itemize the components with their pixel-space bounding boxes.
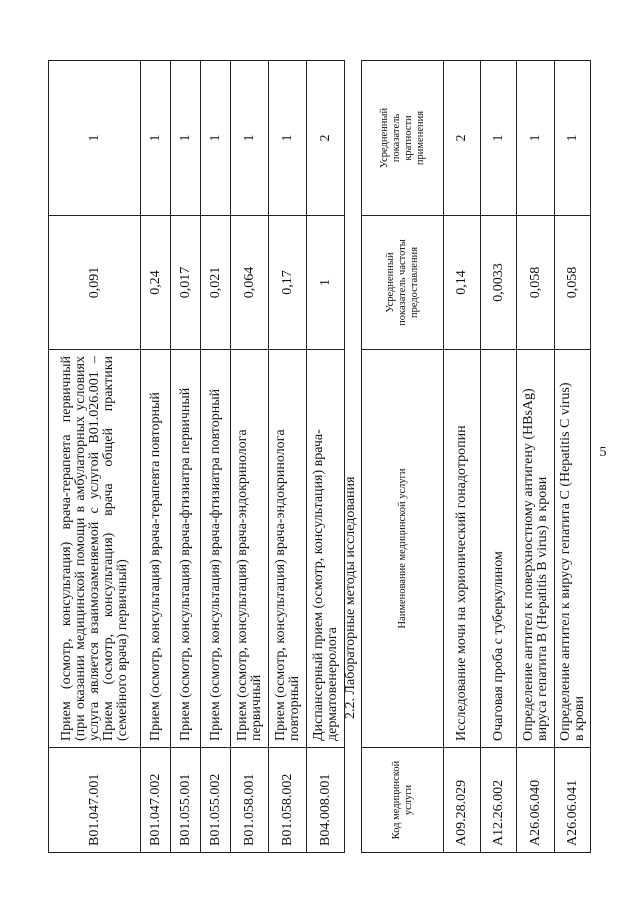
multiplicity-cell: 2 xyxy=(307,61,345,216)
service-name-cell xyxy=(201,350,231,748)
service-name-line: дерматовенеролога xyxy=(324,627,340,741)
service-name-line: Прием (осмотр, консультация) врача-фтизиатра повторный xyxy=(207,388,223,741)
service-name-cell xyxy=(49,350,141,748)
frequency-cell: 0,0033 xyxy=(481,216,517,350)
service-name-cell xyxy=(444,350,481,748)
page-number: 5 xyxy=(599,445,607,460)
table-row xyxy=(269,61,307,853)
frequency-cell: 0,091 xyxy=(49,216,141,350)
table-row xyxy=(481,61,517,853)
multiplicity-cell: 1 xyxy=(49,61,141,216)
service-code-cell: B01.055.002 xyxy=(201,748,231,853)
multiplicity-cell: 1 xyxy=(171,61,201,216)
frequency-cell: 0,017 xyxy=(171,216,201,350)
service-code-cell: B01.058.001 xyxy=(231,748,269,853)
consultations-table xyxy=(48,60,345,853)
service-name-line: в крови xyxy=(571,695,587,741)
lab-methods-table-body xyxy=(444,61,591,853)
multiplicity-cell: 1 xyxy=(481,61,517,216)
table-row xyxy=(49,61,141,853)
header-frequency-line: Усредненный xyxy=(384,252,396,313)
header-code-line: услуги xyxy=(402,784,414,816)
service-name-line: Исследование мочи на хорионический гонадотропин xyxy=(454,425,469,741)
service-name-line: первичный xyxy=(248,674,264,741)
frequency-cell: 0,064 xyxy=(231,216,269,350)
service-code-cell: B01.055.001 xyxy=(171,748,201,853)
service-name-line: (при оказании медицинской помощи в амбулаторных условиях xyxy=(72,356,88,741)
service-name-line: Диспансерный прием (осмотр, консультация) врача- xyxy=(310,429,326,741)
multiplicity-cell: 1 xyxy=(517,61,555,216)
header-frequency xyxy=(362,216,444,350)
service-name-cell xyxy=(481,350,517,748)
service-code-cell: A12.26.002 xyxy=(481,748,517,853)
service-code-cell: A09.28.029 xyxy=(444,748,481,853)
table-row xyxy=(517,61,555,853)
frequency-cell: 1 xyxy=(307,216,345,350)
multiplicity-cell: 1 xyxy=(555,61,591,216)
multiplicity-cell: 1 xyxy=(269,61,307,216)
header-name-line: Наименование медицинской услуги xyxy=(396,468,408,629)
header-name xyxy=(362,350,444,748)
service-name-line: Очаговая проба с туберкулином xyxy=(490,551,506,741)
frequency-cell: 0,058 xyxy=(517,216,555,350)
service-name-line: Определение антител к вирусу гепатита C (Hepatitis C virus) xyxy=(557,382,573,741)
multiplicity-cell: 1 xyxy=(201,61,231,216)
table-row xyxy=(141,61,171,853)
consultations-table-body xyxy=(49,61,345,853)
service-name-cell xyxy=(231,350,269,748)
lab-methods-table xyxy=(361,60,591,853)
service-name-line: вируса гепатита B (Hepatitis B virus) в крови xyxy=(534,476,550,741)
header-multiplicity xyxy=(362,61,444,216)
multiplicity-cell: 1 xyxy=(231,61,269,216)
table-row xyxy=(231,61,269,853)
service-name-cell xyxy=(555,350,591,748)
lab-header-row xyxy=(362,61,444,853)
table-row xyxy=(171,61,201,853)
frequency-cell: 0,14 xyxy=(444,216,481,350)
lab-section-title: 2.2. Лабораторные методы исследования xyxy=(343,476,358,719)
frequency-cell: 0,17 xyxy=(269,216,307,350)
header-multiplicity-line: применения xyxy=(414,110,426,166)
header-frequency-line: показатель частоты xyxy=(396,239,408,326)
service-name-line: Прием (осмотр, консультация) врача общей практики xyxy=(100,356,116,741)
service-code-cell: B01.047.002 xyxy=(141,748,171,853)
service-code-cell: B04.008.001 xyxy=(307,748,345,853)
service-name-cell xyxy=(141,350,171,748)
header-multiplicity-line: кратности xyxy=(402,115,414,161)
service-name-line: Прием (осмотр, консультация) врача-эндокринолога xyxy=(272,429,288,741)
multiplicity-cell: 2 xyxy=(444,61,481,216)
header-code xyxy=(362,748,444,853)
service-name-line: Прием (осмотр, консультация) врача-эндокринолога xyxy=(234,429,250,741)
service-code-cell: B01.058.002 xyxy=(269,748,307,853)
service-name-cell xyxy=(171,350,201,748)
service-name-line: услуга является взаимозаменяемой с услугой B01.026.001 – xyxy=(86,356,102,741)
service-name-line: Прием (осмотр, консультация) врача-фтизиатра первичный xyxy=(177,387,193,741)
service-name-cell xyxy=(517,350,555,748)
frequency-cell: 0,24 xyxy=(141,216,171,350)
table-row xyxy=(201,61,231,853)
header-multiplicity-line: Усредненный xyxy=(378,107,390,169)
multiplicity-cell: 1 xyxy=(141,61,171,216)
service-name-line: (семейного врача) первичный) xyxy=(114,559,130,741)
table-row xyxy=(444,61,481,853)
service-code-cell: A26.06.040 xyxy=(517,748,555,853)
service-code-cell: A26.06.041 xyxy=(555,748,591,853)
header-frequency-line: предоставления xyxy=(408,246,420,319)
frequency-cell: 0,058 xyxy=(555,216,591,350)
service-name-cell xyxy=(307,350,345,748)
frequency-cell: 0,021 xyxy=(201,216,231,350)
service-name-line: Прием (осмотр, консультация) врача-терапевта первичный xyxy=(58,356,74,741)
header-code-line: Код медицинской xyxy=(390,760,402,840)
table-row xyxy=(307,61,345,853)
service-name-line: Прием (осмотр, консультация) врача-терапевта повторный xyxy=(147,392,163,741)
service-code-cell: B01.047.001 xyxy=(49,748,141,853)
table-row xyxy=(555,61,591,853)
service-name-line: повторный xyxy=(286,675,302,741)
header-multiplicity-line: показатель xyxy=(390,113,402,163)
service-name-line: Определение антител к поверхностному антигену (HBsAg) xyxy=(520,388,536,741)
service-name-cell xyxy=(269,350,307,748)
